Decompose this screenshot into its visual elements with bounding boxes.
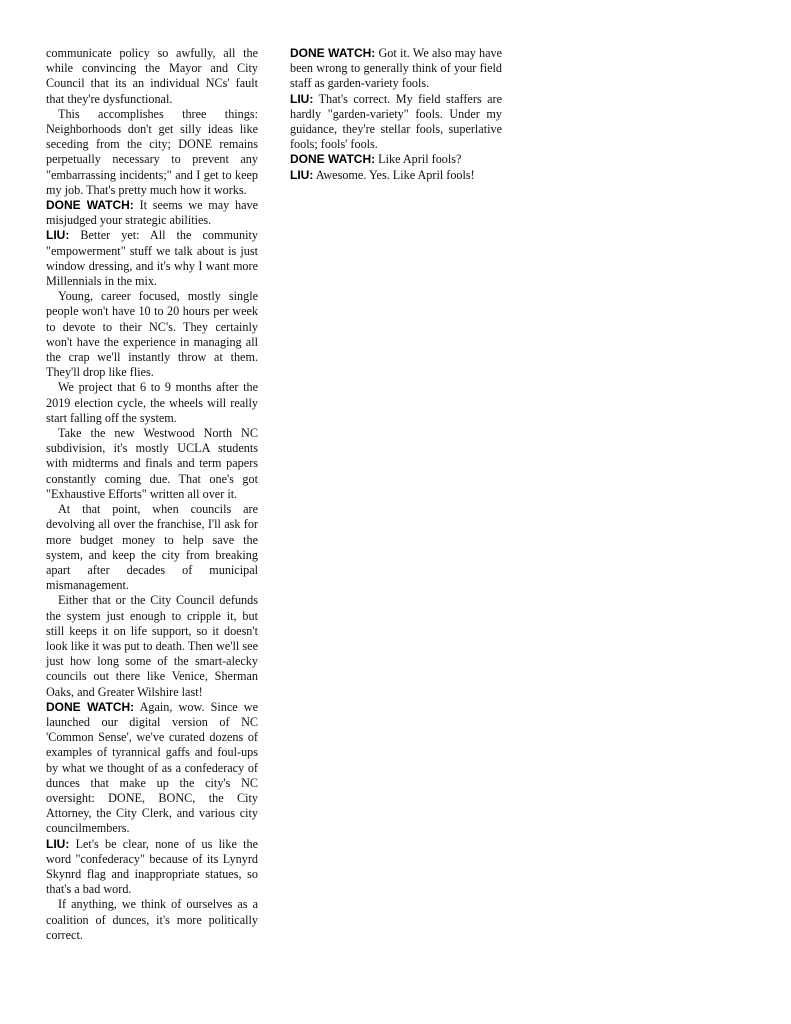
paragraph-text: Either that or the City Council defunds the system just enough to cripple it, but still keeps it on life support, so it doesn't look like it was put to death. Then we'll see just how long some of the smart-alecky councils out there like Venice, Sherman Oaks, and Greater Wilshire last!	[46, 593, 258, 699]
dialogue-paragraph	[290, 46, 502, 92]
paragraph-text: communicate policy so awfully, all the while convincing the Mayor and City Council that its an individual NCs' fault that they're dysfunctional.	[46, 46, 258, 106]
speaker-label: DONE WATCH:	[46, 198, 134, 213]
paragraph-text: Take the new Westwood North NC subdivision, it's mostly UCLA students with midterms and finals and term papers constantly coming due. That one's got "Exhaustive Efforts" written all over it.	[46, 426, 258, 501]
body-paragraph	[46, 502, 258, 593]
paragraph-text: Like April fools?	[378, 152, 462, 167]
paragraph-text: Better yet: All the community "empowerment" stuff we talk about is just window dressing, and it's why I want more Millennials in the mix.	[46, 228, 258, 289]
paragraph-text: That's correct. My field staffers are hardly "garden-variety" fools. Under my guidance, they're stellar fools, superlative fools; fools' fools.	[290, 91, 503, 152]
body-paragraph	[46, 107, 258, 198]
speaker-label: LIU:	[290, 91, 314, 106]
dialogue-paragraph	[290, 168, 502, 183]
paragraph-text: It seems we may have misjudged your strategic abilities.	[46, 198, 258, 228]
body-paragraph	[46, 289, 258, 380]
speaker-label: LIU:	[290, 167, 314, 182]
paragraph-text: Let's be clear, none of us like the word "confederacy" because of its Lynyrd Skynrd flag and inappropriate statues, so that's a bad word.	[46, 836, 259, 897]
body-paragraph	[46, 897, 258, 943]
dialogue-paragraph	[290, 152, 502, 167]
speaker-label: DONE WATCH:	[290, 46, 376, 60]
dialogue-paragraph	[46, 198, 258, 228]
paragraph-text: Again, wow. Since we launched our digital version of NC 'Common Sense', we've curated dozens of examples of tyrannical gaffs and foul-ups by what we thought of as a confederacy of dunces that make up the city's NC oversight: DONE, BONC, the City Attorney, the City Clerk, and various city councilmembers.	[46, 699, 258, 836]
body-paragraph	[46, 426, 258, 502]
paragraph-text: Got it. We also may have been wrong to generally think of your field staff as garden-variety fools.	[290, 46, 503, 91]
body-paragraph	[46, 380, 258, 426]
dialogue-paragraph	[46, 700, 258, 837]
dialogue-paragraph	[46, 228, 258, 289]
dialogue-paragraph	[290, 92, 502, 153]
paragraph-text: Young, career focused, mostly single people won't have 10 to 20 hours per week to devote to their NC's. They certainly won't have the experience in managing all the crap we'll instantly throw at them. They'll drop like flies.	[46, 289, 258, 380]
paragraph-text: At that point, when councils are devolving all over the franchise, I'll ask for more budget money to help save the system, and keep the city from breaking apart after decades of municipal mismanagement.	[46, 502, 258, 593]
right-column	[290, 46, 502, 183]
dialogue-paragraph	[46, 837, 258, 898]
paragraph-text: This accomplishes three things: Neighborhoods don't get silly ideas like seceding from the city; DONE remains perpetually necessary to prevent any "embarrassing incidents;" and I get to keep my job. That's pretty much how it works.	[46, 106, 258, 197]
body-paragraph	[46, 593, 258, 699]
paragraph-text: We project that 6 to 9 months after the 2019 election cycle, the wheels will really start falling off the system.	[46, 380, 258, 425]
speaker-label: DONE WATCH:	[46, 699, 135, 714]
paragraph-text: Awesome. Yes. Like April fools!	[315, 167, 475, 182]
paragraph-text: If anything, we think of ourselves as a coalition of dunces, it's more politically correct.	[46, 897, 258, 942]
body-paragraph	[46, 46, 258, 107]
left-column	[46, 46, 258, 943]
speaker-label: LIU:	[46, 228, 70, 243]
speaker-label: DONE WATCH:	[290, 152, 376, 167]
speaker-label: LIU:	[46, 836, 70, 851]
